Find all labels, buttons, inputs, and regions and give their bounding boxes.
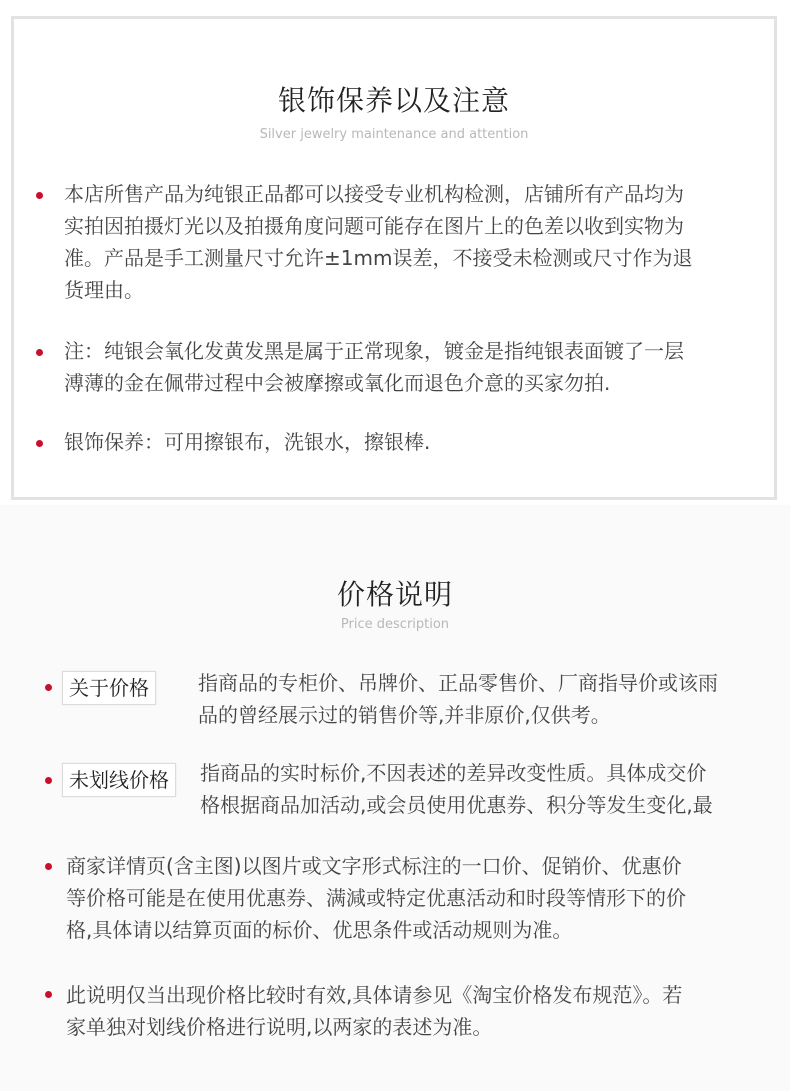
text-line: 此说明仅当出现价格比较时有效,具体请参见《淘宝价格发布规范》。若: [66, 983, 683, 1007]
text-line: 本店所售产品为纯银正品都可以接受专业机构检测，店铺所有产品均为: [64, 182, 684, 206]
bullet-icon: [45, 863, 52, 870]
text-line: 格,具体请以结算页面的标价、优思条件或活动规则为准。: [66, 918, 573, 942]
price-label-box: 未划线价格: [62, 763, 176, 797]
care-subtitle: Silver jewelry maintenance and attention: [259, 127, 529, 142]
care-title: 银饰保养以及注意: [277, 84, 510, 117]
text-line: 溥薄的金在佩带过程中会被摩擦或氧化而退色介意的买家勿拍.: [64, 371, 611, 395]
text-line: 家单独对划线价格进行说明,以两家的表述为准。: [66, 1015, 493, 1039]
bullet-icon: [45, 684, 52, 691]
text-line: 格根据商品加活动,或会员使用优惠券、积分等发生变化,最: [200, 793, 713, 817]
care-paragraph-1: [64, 178, 692, 306]
price-paragraph-2: [66, 979, 682, 1043]
text-line: 指商品的实时标价,不因表述的差异改变性质。具体成交价: [200, 761, 707, 785]
bullet-icon: [36, 349, 43, 356]
text-line: 银饰保养：可用擦银布，洗银水，擦银棒.: [64, 430, 431, 454]
text-line: 指商品的专柜价、吊牌价、正品零售价、厂商指导价或该雨: [198, 671, 718, 695]
price-subtitle: Price description: [340, 617, 450, 632]
price-description-section: [0, 505, 790, 1091]
text-line: 注：纯银会氧化发黄发黑是属于正常现象，镀金是指纯银表面镀了一层: [64, 339, 684, 363]
bullet-icon: [45, 991, 52, 998]
bullet-icon: [36, 440, 43, 447]
text-line: 等价格可能是在使用优惠券、满減或特定优惠活动和时段等情形下的价: [66, 886, 686, 910]
bullet-icon: [45, 777, 52, 784]
bullet-icon: [36, 192, 43, 199]
text-line: 商家详情页(含主图)以图片或文字形式标注的一口价、促销价、优惠价: [66, 854, 682, 878]
price-title: 价格说明: [336, 578, 453, 611]
text-line: 准。产品是手工测量尺寸允许±1mm误差，不接受未检测或尺寸作为退: [64, 246, 693, 270]
price-label-box: 关于价格: [62, 671, 156, 705]
price-labeled-text-1: [198, 667, 718, 731]
text-line: 货理由。: [64, 278, 144, 302]
text-line: 品的曾经展示过的销售价等,并非原价,仅供考。: [198, 703, 611, 727]
text-line: 实拍因拍摄灯光以及拍摄角度问题可能存在图片上的色差以收到实物为: [64, 214, 684, 238]
care-paragraph-3: [64, 426, 430, 458]
silver-care-panel: [11, 16, 777, 500]
price-paragraph-1: [66, 850, 686, 946]
price-labeled-text-2: [200, 757, 713, 821]
care-paragraph-2: [64, 335, 684, 399]
